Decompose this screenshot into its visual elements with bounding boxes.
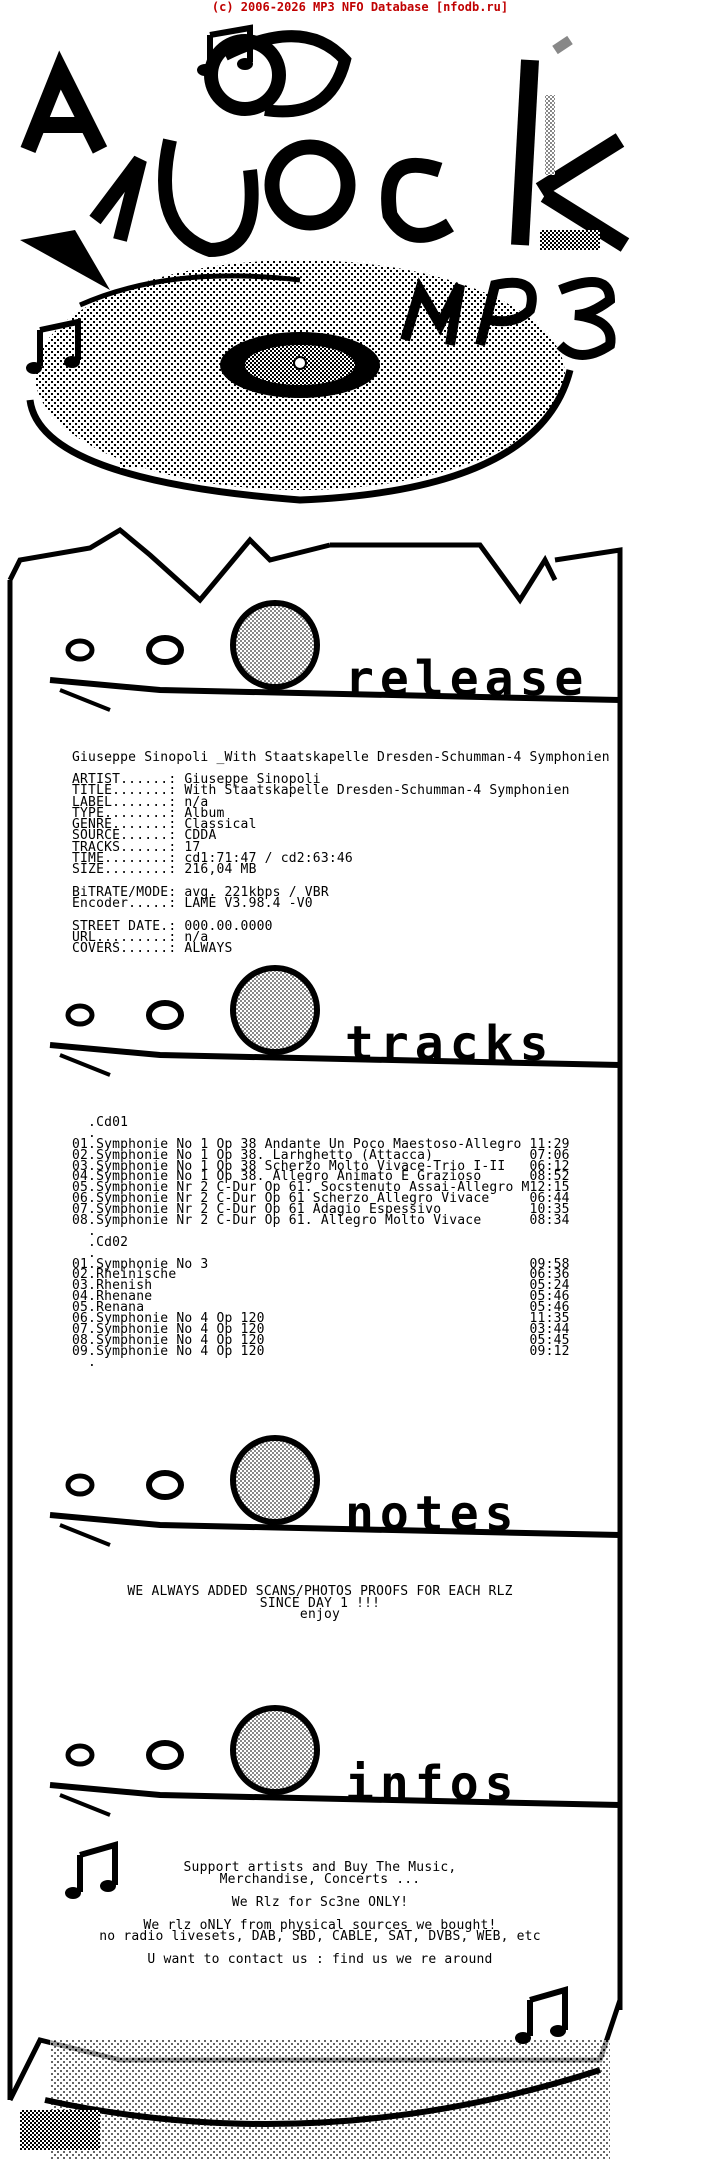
track-line: .Cd01 (72, 1115, 129, 1130)
infos-line: We Rlz for Sc3ne ONLY! (231, 1894, 409, 1910)
track-line: 01.Symphonie No 1 Op 38 Andante Un Poco Maestoso-Allegro 11:29 (72, 1136, 570, 1152)
release-info-line: BiTRATE/MODE: avg. 221kbps / VBR (72, 884, 329, 900)
release-info-line: TRACKS......: 17 (72, 839, 201, 855)
infos-line: no radio livesets, DAB, SBD, CABLE, SAT, DVBS, WEB, etc (99, 1929, 541, 1944)
music-note-icon (515, 1990, 566, 2044)
track-line: 08.Symphonie Nr 2 C-Dur Op 61. Allegro Molto Vivace 08:34 (72, 1213, 570, 1229)
release-info-line: TIME........: cd1:71:47 / cd2:63:46 (72, 851, 353, 867)
release-info-line: URL.........: n/a (72, 930, 209, 946)
release-info-line: ARTIST......: Giuseppe Sinopoli (72, 772, 321, 787)
release-info-line: TITLE.......: With Staatskapelle Dresden-Schumman-4 Symphonien (72, 783, 570, 799)
release-info-line: SIZE........: 216,04 MB (72, 862, 257, 878)
infos-line: U want to contact us : find us we re around (147, 1952, 493, 1967)
section-title-infos: infos (345, 1756, 520, 1812)
release-info-line: TYPE........: Album (72, 805, 225, 821)
track-line: . (72, 1125, 97, 1141)
infos-line: Merchandise, Concerts ... (219, 1871, 421, 1887)
track-line: . (72, 1245, 97, 1261)
notes-block (40, 1586, 600, 1621)
section-title-tracks: tracks (345, 1016, 555, 1072)
copyright-header: (c) 2006-2026 MP3 NFO Database [nfodb.ru] (211, 0, 509, 14)
tracklist-block (72, 1115, 570, 1370)
infos-line: Support artists and Buy The Music, (183, 1860, 457, 1875)
infos-line: We rlz oNLY from physical sources we bought! (143, 1917, 497, 1933)
track-line: 05.Symphonie Nr 2 C-Dur Op 61. Socstenuto Assai-Allegro M12:15 (72, 1180, 570, 1196)
notes-line: WE ALWAYS ADDED SCANS/PHOTOS PROOFS FOR EACH RLZ (127, 1584, 513, 1599)
track-line: 06.Symphonie No 4 Op 120 11:35 (72, 1311, 570, 1327)
release-info-line: Encoder.....: LAME V3.98.4 -V0 (72, 896, 313, 912)
section-title-release: release (345, 651, 590, 707)
track-line: 02.Symphonie No 1 Op 38. Larhghetto (Attacca) 07:06 (72, 1147, 570, 1163)
track-line: 07.Symphonie No 4 Op 120 03:44 (72, 1321, 570, 1337)
track-line: 03.Rhenish 05:24 (72, 1278, 570, 1294)
track-line: . (72, 1354, 97, 1370)
section-art-infos (50, 1708, 620, 1815)
release-info-line: LABEL.......: n/a (72, 794, 209, 810)
logo-art (20, 28, 625, 500)
section-title-notes: notes (345, 1486, 520, 1542)
track-line: 07.Symphonie Nr 2 C-Dur Op 61 Adagio Espessivo 10:35 (72, 1202, 570, 1218)
track-line: 03.Symphonie No 1 Op 38 Scherzo Molto Vivace-Trio I-II 06:12 (72, 1158, 570, 1174)
track-line: 06.Symphonie Nr 2 C-Dur Op 61 Scherzo Allegro Vivace 06:44 (72, 1191, 570, 1207)
track-line: 02.Rheinische 06:36 (72, 1267, 570, 1283)
notes-line: enjoy (299, 1607, 341, 1622)
notes-line: SINCE DAY 1 !!! (259, 1595, 381, 1611)
release-info-block (72, 774, 570, 955)
track-line: 05.Renana 05:46 (72, 1300, 570, 1316)
section-art-notes (50, 1438, 620, 1545)
track-line: 08.Symphonie No 4 Op 120 05:45 (72, 1332, 570, 1348)
infos-block (40, 1862, 600, 1966)
release-info-line: STREET DATE.: 000.00.0000 (72, 918, 273, 934)
track-line: 09.Symphonie No 4 Op 120 09:12 (72, 1343, 570, 1359)
track-line: .Cd02 (72, 1234, 129, 1250)
release-info-line: COVERS......: ALWAYS (72, 941, 233, 957)
release-info-line: GENRE.......: Classical (72, 817, 257, 833)
track-line: . (72, 1223, 97, 1239)
track-line: 04.Symphonie No 1 Op 38. Allegro Animato E Grazioso 08:52 (72, 1169, 570, 1185)
track-line: 01.Symphonie No 3 09:58 (72, 1256, 570, 1272)
track-line: 04.Rhenane 05:46 (72, 1289, 570, 1305)
release-info-line: SOURCE......: CDDA (72, 828, 217, 844)
release-heading: Giuseppe Sinopoli _With Staatskapelle Dresden-Schumman-4 Symphonien (72, 750, 610, 765)
